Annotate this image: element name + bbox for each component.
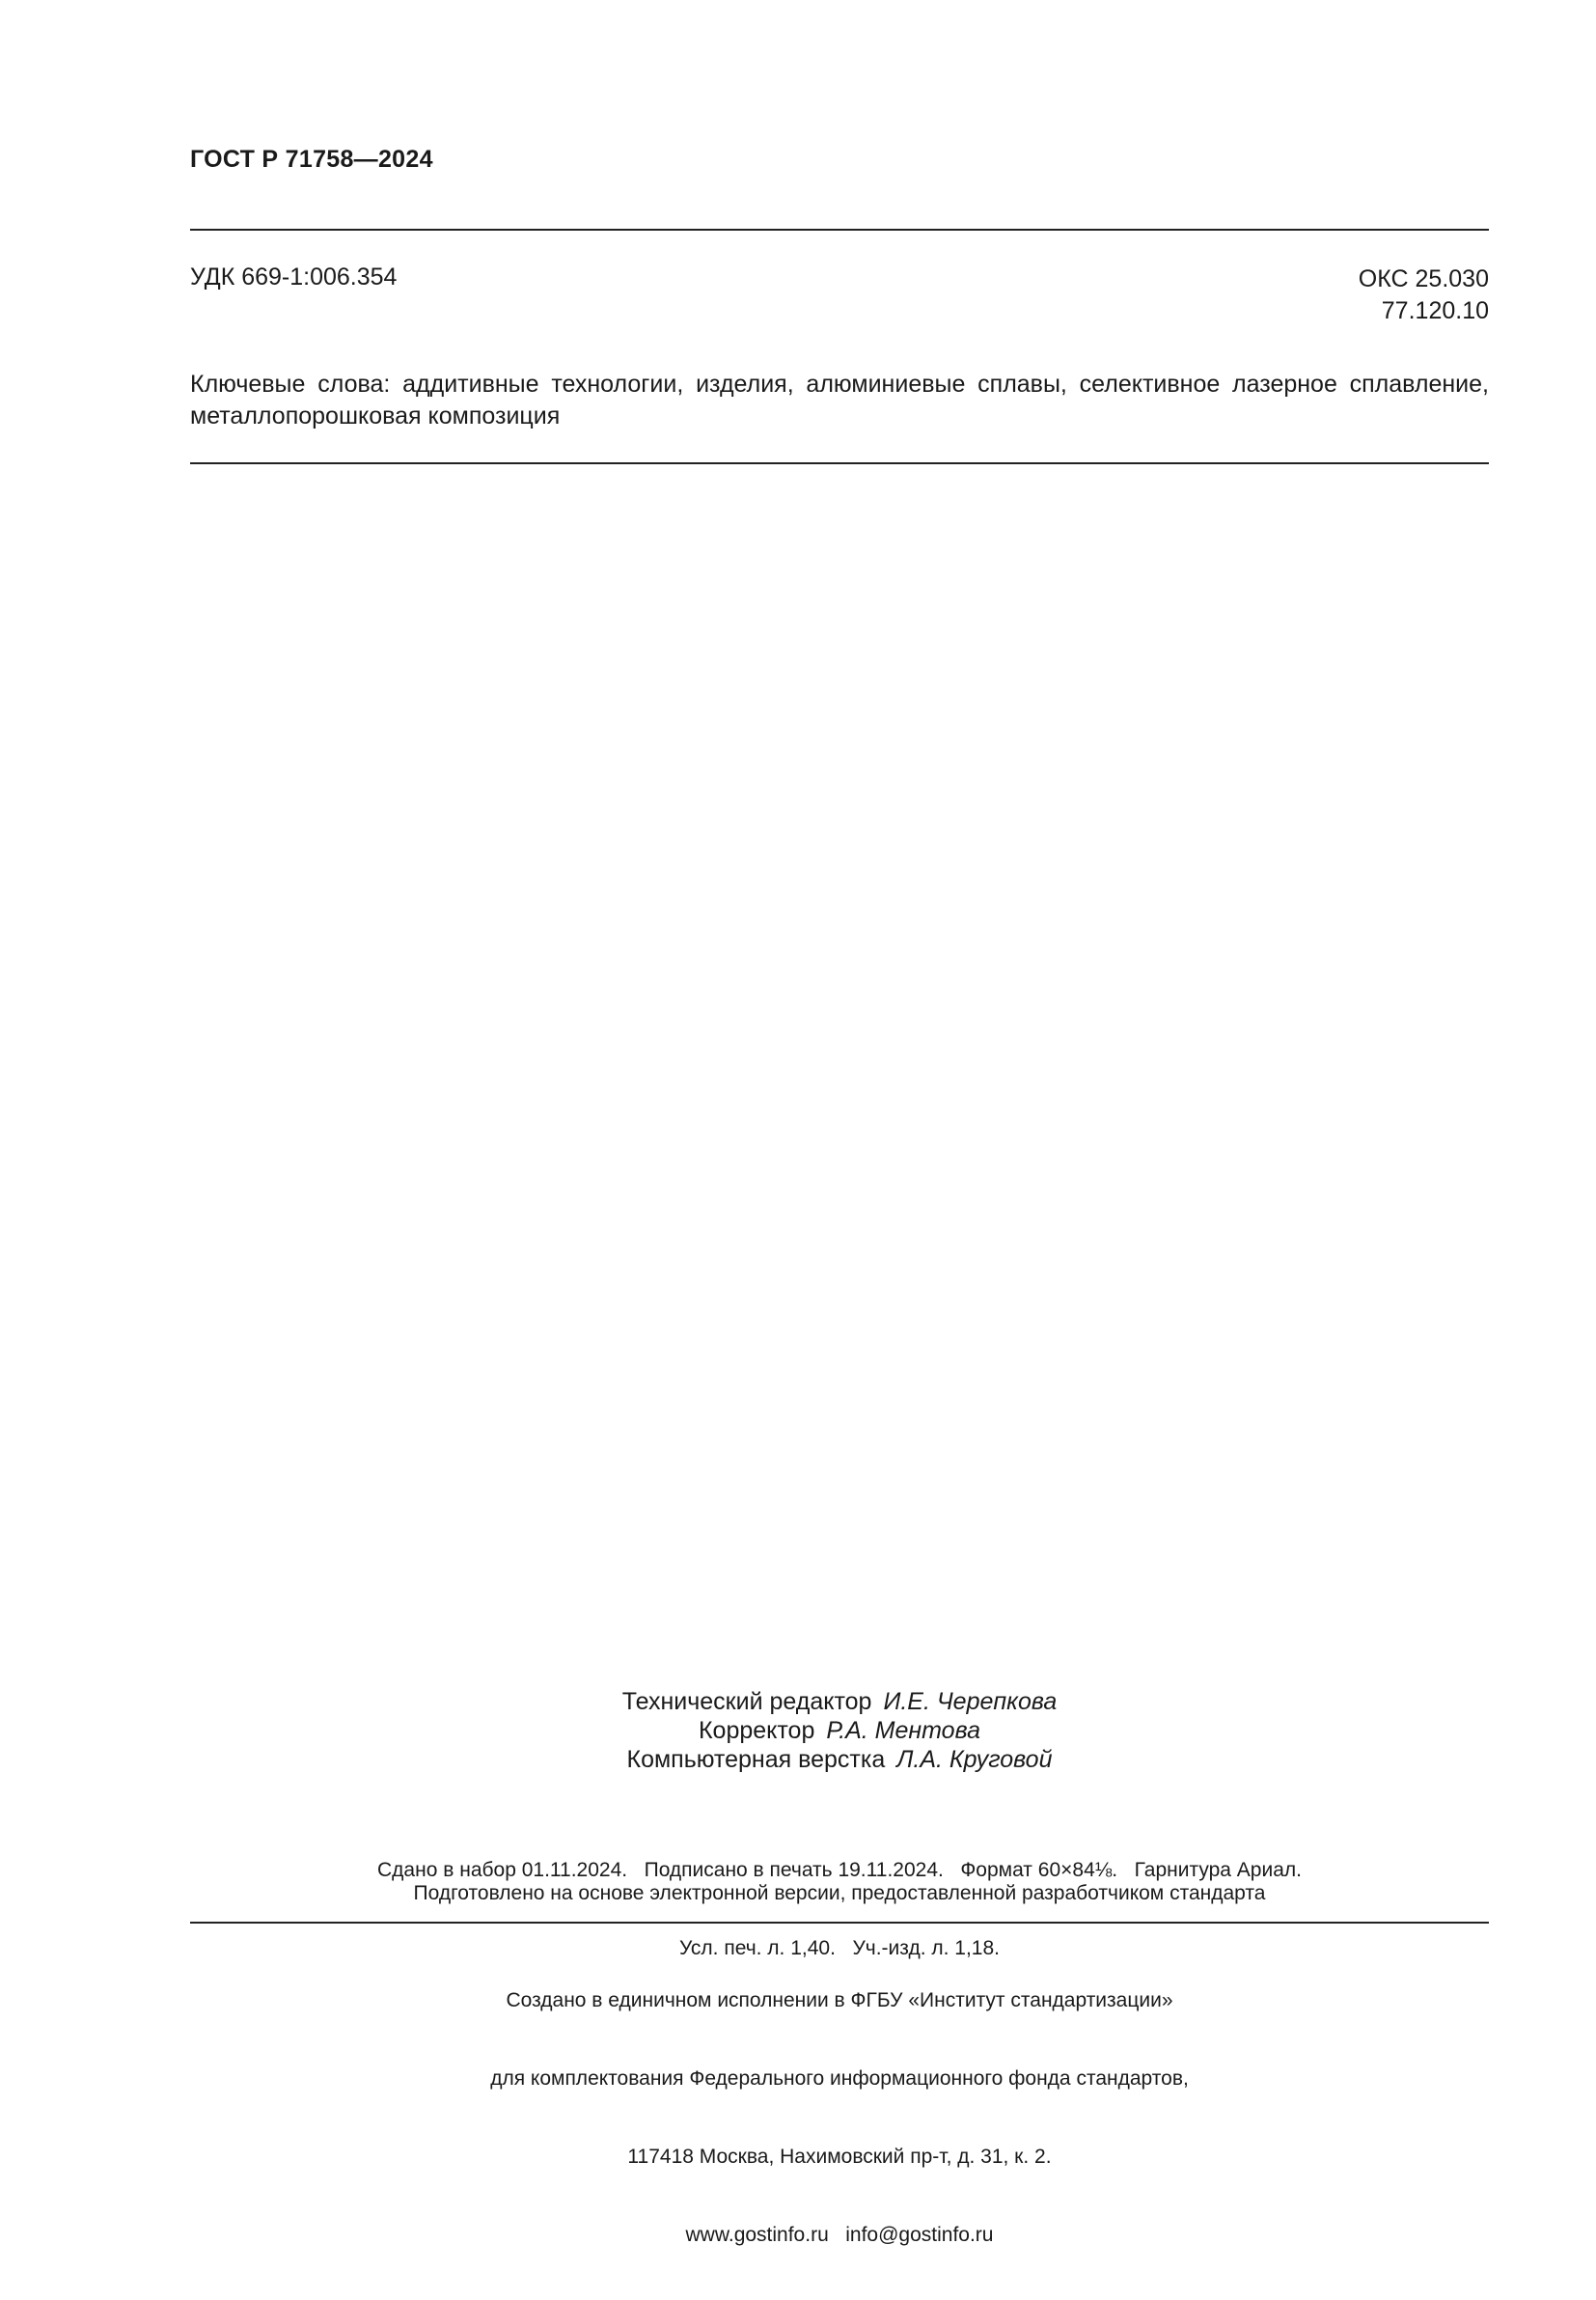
editorial-credits xyxy=(0,1687,1596,1774)
prepared-note: Подготовлено на основе электронной версии, предоставленной разработчиком стандарта xyxy=(413,1882,1266,1904)
credit-role: Корректор xyxy=(698,1717,815,1744)
imprint-line2: для комплектования Федерального информационного фонда стандартов, xyxy=(490,2067,1189,2090)
credit-role: Компьютерная верстка xyxy=(626,1746,886,1773)
standard-number: ГОСТ Р 71758—2024 xyxy=(190,146,433,173)
print-details-line1: Сдано в набор 01.11.2024. Подписано в печать 19.11.2024. Формат 60×84⅛. Гарнитура Ариал. xyxy=(377,1859,1302,1881)
imprint-divider xyxy=(190,1922,1489,1924)
oks-code-line2: 77.120.10 xyxy=(1381,297,1489,324)
publisher-imprint xyxy=(0,1935,1596,2300)
imprint-line3: 117418 Москва, Нахимовский пр-т, д. 31, к. 2. xyxy=(627,2146,1052,2168)
imprint-contacts: www.gostinfo.ru info@gostinfo.ru xyxy=(685,2224,994,2246)
top-divider xyxy=(190,229,1489,231)
credit-role: Технический редактор xyxy=(621,1688,872,1715)
credit-name: И.Е. Черепкова xyxy=(883,1688,1058,1715)
print-details-line2: Усл. печ. л. 1,40. Уч.-изд. л. 1,18. xyxy=(678,1937,1000,1959)
credit-technical-editor xyxy=(0,1687,1596,1716)
keywords-paragraph: Ключевые слова: аддитивные технологии, изделия, алюминиевые сплавы, селективное лазерное сплавление, металлопорошковая композиция xyxy=(190,371,1489,430)
oks-code-line1: ОКС 25.030 xyxy=(1358,265,1489,292)
credit-name: Р.А. Ментова xyxy=(826,1717,980,1744)
credit-layout xyxy=(0,1745,1596,1774)
udk-code: УДК 669-1:006.354 xyxy=(190,263,398,291)
keywords-divider xyxy=(190,462,1489,464)
credit-name: Л.А. Круговой xyxy=(896,1746,1053,1773)
credit-proofreader xyxy=(0,1716,1596,1745)
oks-codes xyxy=(1359,263,1489,327)
imprint-line1: Создано в единичном исполнении в ФГБУ «Институт стандартизации» xyxy=(506,1989,1173,2011)
